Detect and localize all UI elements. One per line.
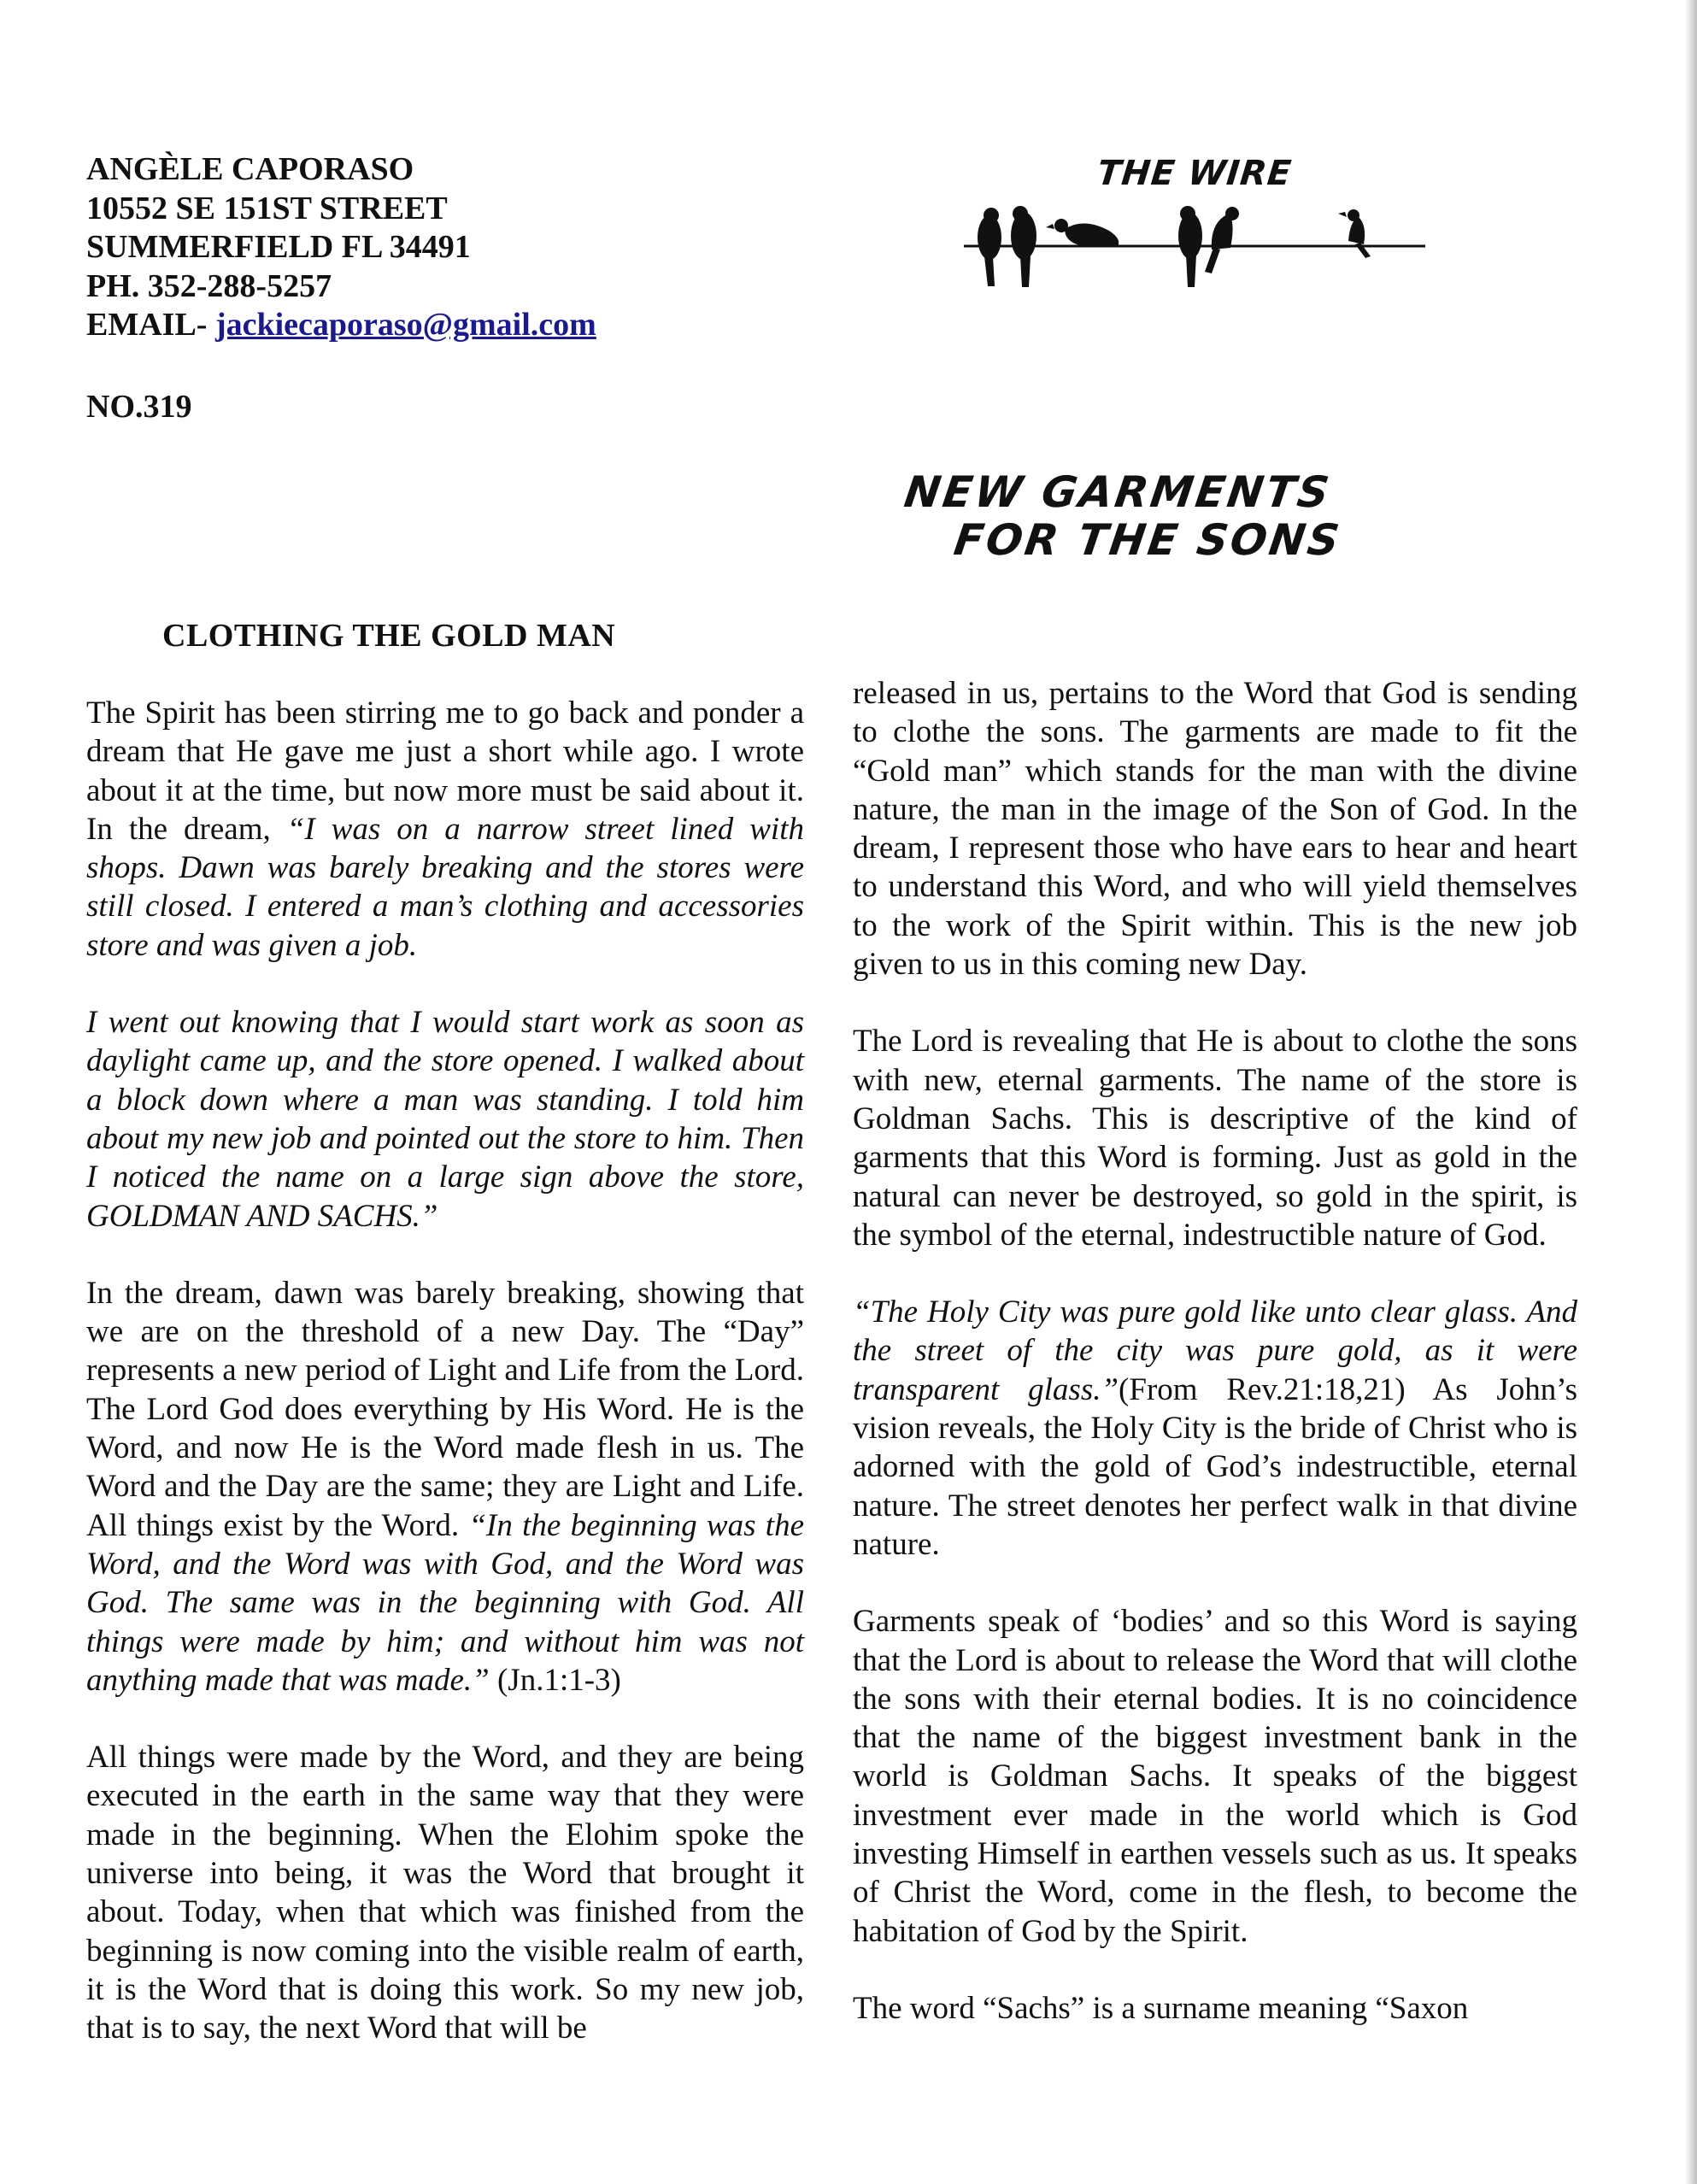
paragraph-1-text: The Spirit has been stirring me to go back and ponder a dream that He gave me just a short while ago. I wrote about it at the time, but now more must be said about it. In the dream, xyxy=(86,696,804,847)
paragraph-5: released in us, pertains to the Word that God is sending to clothe the sons. The garments are made to fit the “Gold man” which stands for the man with the divine nature, the man in the image of the Son of God. In the dream, I represent those who have ears to hear and heart to understand this Word, and who will yield themselves to the work of the Spirit within. This is the new job given to us in this coming new Day. xyxy=(853,676,1577,983)
email-link[interactable]: jackiecaporaso@gmail.com xyxy=(214,307,596,343)
paragraph-4: All things were made by the Word, and they are being executed in the earth in the same way that they were made in the beginning. When the Elohim spoke the universe into being, it was the Word that brought it about. Today, when that which was finished from the beginning is now coming into the visible realm of earth, it is the Word that is doing this work. So my new job, that is to say, the next Word that will be xyxy=(86,1740,804,2046)
issue-number: NO.319 xyxy=(86,389,192,425)
page-edge xyxy=(1685,0,1697,2184)
paragraph-3-text: In the dream, dawn was barely breaking, showing that we are on the threshold of a new Day. The “Day” represents a new period of Light and Life from the Lord. The Lord God does everything by His Word. He is the Word, and now He is the Word made flesh in us. The Word and the Day are the same; they are Light and Life. All things exist by the Word. xyxy=(86,1275,804,1543)
sender-city: SUMMERFIELD FL 34491 xyxy=(86,229,471,265)
email-label: EMAIL- xyxy=(86,307,208,343)
john-reference: (Jn.1:1-3) xyxy=(489,1662,621,1698)
logo-title: THE WIRE xyxy=(1095,154,1294,193)
issue-title-line-2: FOR THE SONS xyxy=(950,515,1345,565)
paragraph-9: The word “Sachs” is a surname meaning “Saxon xyxy=(853,1990,1469,2026)
john-quote: “In the beginning was the Word, and the Word was with God, and the Word was God. The same was in the beginning with God. All things were made by him; and without him was not anything made that was made.” xyxy=(86,1507,804,1698)
birds-on-wire-icon xyxy=(964,205,1425,308)
paragraph-3 xyxy=(86,1274,804,1700)
sender-name: ANGÈLE CAPORASO xyxy=(86,151,414,187)
sender-address-block xyxy=(86,150,855,345)
sender-street: 10552 SE 151ST STREET xyxy=(86,190,448,226)
article-column-right xyxy=(853,674,1577,2028)
dream-quote-part-2: I went out knowing that I would start work as soon as daylight came up, and the store opened. I walked about a block down where a man was standing. I told him about my new job and pointed out the store to him. Then I noticed the name on a large sign above the store, GOLDMAN AND SACHS.” xyxy=(86,1005,804,1234)
paragraph-6: The Lord is revealing that He is about to clothe the sons with new, eternal garments. The name of the store is Goldman Sachs. This is descriptive of the kind of garments that this Word is forming. Just as gold in the natural can never be destroyed, so gold in the spirit, is the symbol of the eternal, indestructible nature of God. xyxy=(853,1024,1577,1253)
sender-email-row xyxy=(86,306,855,345)
paragraph-8: Garments speak of ‘bodies’ and so this Word is saying that the Lord is about to release the Word that will clothe the sons with their eternal bodies. It is no coincidence that the name of the biggest investment bank in the world is Goldman Sachs. It speaks of the biggest investment ever made in the world which is God investing Himself in earthen vessels such as us. It speaks of Christ the Word, come in the flesh, to become the habitation of God by the Spirit. xyxy=(853,1604,1577,1949)
the-wire-logo xyxy=(964,154,1425,333)
article-column-left xyxy=(86,694,804,2048)
issue-title-line-1: NEW GARMENTS xyxy=(901,467,1335,517)
paragraph-7-text: (From Rev.21:18,21) As John’s vision reveals, the Holy City is the bride of Christ who is adorned with the gold of God’s indestructible, eternal nature. The street denotes her perfect walk in that divine nature. xyxy=(853,1371,1577,1562)
paragraph-7 xyxy=(853,1293,1577,1564)
sender-phone: PH. 352-288-5257 xyxy=(86,267,332,304)
dream-quote-part-1: “I was on a narrow street lined with shops. Dawn was barely breaking and the stores were still closed. I entered a man’s clothing and accessories store and was given a job. xyxy=(86,811,804,963)
issue-title xyxy=(895,468,1506,564)
revelation-quote: “The Holy City was pure gold like unto clear glass. And the street of the city was pure gold, as it were transparent glass.” xyxy=(853,1295,1577,1407)
paragraph-1 xyxy=(86,694,804,965)
article-heading: CLOTHING THE GOLD MAN xyxy=(162,618,616,654)
